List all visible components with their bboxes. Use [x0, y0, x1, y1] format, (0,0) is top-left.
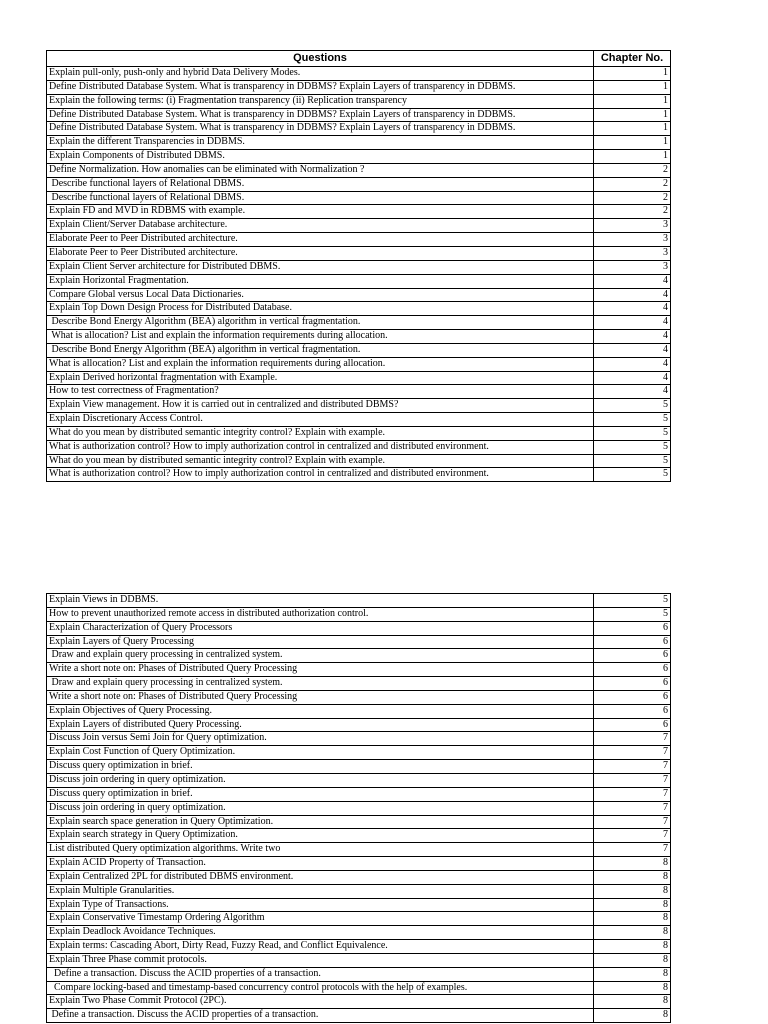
question-cell: Explain Top Down Design Process for Distributed Database. [47, 302, 594, 316]
question-cell: List distributed Query optimization algorithms. Write two [47, 843, 594, 857]
table-row [47, 80, 671, 94]
chapter-cell: 8 [594, 953, 671, 967]
chapter-cell: 1 [594, 122, 671, 136]
question-cell: Explain pull-only, push-only and hybrid Data Delivery Modes. [47, 67, 594, 81]
chapter-cell: 7 [594, 732, 671, 746]
question-cell: Explain Derived horizontal fragmentation with Example. [47, 371, 594, 385]
chapter-cell: 5 [594, 413, 671, 427]
question-cell: Explain Discretionary Access Control. [47, 413, 594, 427]
table-row [47, 191, 671, 205]
chapter-cell: 5 [594, 594, 671, 608]
table-row [47, 649, 671, 663]
chapter-cell: 8 [594, 926, 671, 940]
question-cell: Discuss Join versus Semi Join for Query optimization. [47, 732, 594, 746]
question-cell: Explain Centralized 2PL for distributed DBMS environment. [47, 870, 594, 884]
chapter-cell: 4 [594, 385, 671, 399]
chapter-cell: 4 [594, 302, 671, 316]
table-row [47, 677, 671, 691]
chapter-cell: 1 [594, 136, 671, 150]
question-cell: What is authorization control? How to imply authorization control in centralized and distributed environment. [47, 468, 594, 482]
table-row [47, 67, 671, 81]
question-cell: Explain the following terms: (i) Fragmentation transparency (ii) Replication transparency [47, 94, 594, 108]
chapter-cell: 8 [594, 884, 671, 898]
question-cell: Compare Global versus Local Data Dictionaries. [47, 288, 594, 302]
table-row [47, 953, 671, 967]
table-row [47, 981, 671, 995]
question-cell: Explain Characterization of Query Processors [47, 621, 594, 635]
question-cell: What do you mean by distributed semantic integrity control? Explain with example. [47, 454, 594, 468]
chapter-cell: 5 [594, 440, 671, 454]
question-cell: Draw and explain query processing in centralized system. [47, 677, 594, 691]
chapter-cell: 5 [594, 399, 671, 413]
chapter-cell: 2 [594, 163, 671, 177]
table-row [47, 94, 671, 108]
chapter-cell: 3 [594, 233, 671, 247]
table-row [47, 815, 671, 829]
table-row [47, 843, 671, 857]
chapter-cell: 5 [594, 454, 671, 468]
table-row [47, 163, 671, 177]
chapter-cell: 3 [594, 260, 671, 274]
chapter-cell: 8 [594, 898, 671, 912]
chapter-cell: 7 [594, 843, 671, 857]
chapter-cell: 4 [594, 357, 671, 371]
table-row [47, 302, 671, 316]
table-body-bottom [47, 594, 671, 1023]
chapter-cell: 6 [594, 621, 671, 635]
table-row [47, 621, 671, 635]
question-cell: How to test correctness of Fragmentation? [47, 385, 594, 399]
chapter-cell: 7 [594, 829, 671, 843]
question-cell: Explain Client Server architecture for Distributed DBMS. [47, 260, 594, 274]
table-row [47, 136, 671, 150]
chapter-cell: 5 [594, 468, 671, 482]
chapter-cell: 8 [594, 967, 671, 981]
table-row [47, 205, 671, 219]
question-cell: Discuss query optimization in brief. [47, 787, 594, 801]
question-cell: Explain Conservative Timestamp Ordering Algorithm [47, 912, 594, 926]
question-cell: Define a transaction. Discuss the ACID properties of a transaction. [47, 1009, 594, 1023]
chapter-cell: 8 [594, 995, 671, 1009]
table-row [47, 343, 671, 357]
table-row [47, 787, 671, 801]
chapter-cell: 5 [594, 426, 671, 440]
questions-header: Questions [47, 51, 594, 67]
chapter-cell: 6 [594, 704, 671, 718]
question-cell: Explain Layers of distributed Query Processing. [47, 718, 594, 732]
chapter-cell: 4 [594, 288, 671, 302]
chapter-cell: 7 [594, 815, 671, 829]
question-cell: What is authorization control? How to imply authorization control in centralized and distributed environment. [47, 440, 594, 454]
table-row [47, 357, 671, 371]
question-cell: Describe functional layers of Relational DBMS. [47, 191, 594, 205]
table-row [47, 967, 671, 981]
table-row [47, 440, 671, 454]
question-cell: Discuss query optimization in brief. [47, 760, 594, 774]
chapter-cell: 4 [594, 330, 671, 344]
question-cell: Explain ACID Property of Transaction. [47, 857, 594, 871]
chapter-cell: 2 [594, 191, 671, 205]
question-cell: Explain View management. How it is carried out in centralized and distributed DBMS? [47, 399, 594, 413]
question-cell: What is allocation? List and explain the information requirements during allocation. [47, 330, 594, 344]
question-cell: Explain Client/Server Database architecture. [47, 219, 594, 233]
question-cell: Explain Horizontal Fragmentation. [47, 274, 594, 288]
table-row [47, 801, 671, 815]
table-row [47, 898, 671, 912]
table-row [47, 773, 671, 787]
chapter-cell: 7 [594, 760, 671, 774]
table-body-top [47, 67, 671, 482]
chapter-cell: 1 [594, 67, 671, 81]
question-cell: Explain Three Phase commit protocols. [47, 953, 594, 967]
chapter-cell: 4 [594, 371, 671, 385]
chapter-cell: 7 [594, 773, 671, 787]
chapter-cell: 8 [594, 1009, 671, 1023]
chapter-header: Chapter No. [594, 51, 671, 67]
table-header-row [47, 51, 671, 67]
chapter-cell: 3 [594, 246, 671, 260]
chapter-cell: 6 [594, 677, 671, 691]
table-row [47, 635, 671, 649]
table-row [47, 690, 671, 704]
question-cell: Describe functional layers of Relational DBMS. [47, 177, 594, 191]
table-row [47, 177, 671, 191]
question-cell: Write a short note on: Phases of Distributed Query Processing [47, 663, 594, 677]
table-row [47, 316, 671, 330]
question-cell: Define Normalization. How anomalies can be eliminated with Normalization ? [47, 163, 594, 177]
table-row [47, 607, 671, 621]
chapter-cell: 1 [594, 150, 671, 164]
table-row [47, 995, 671, 1009]
table-row [47, 426, 671, 440]
chapter-cell: 6 [594, 718, 671, 732]
chapter-cell: 8 [594, 981, 671, 995]
questions-table-top [46, 50, 671, 482]
table-row [47, 468, 671, 482]
table-row [47, 219, 671, 233]
table-row [47, 274, 671, 288]
table-row [47, 746, 671, 760]
table-row [47, 829, 671, 843]
question-cell: What is allocation? List and explain the information requirements during allocation. [47, 357, 594, 371]
chapter-cell: 8 [594, 870, 671, 884]
table-row [47, 1009, 671, 1023]
table-row [47, 870, 671, 884]
chapter-cell: 3 [594, 219, 671, 233]
questions-table-bottom [46, 593, 671, 1023]
chapter-cell: 7 [594, 746, 671, 760]
question-cell: Explain Objectives of Query Processing. [47, 704, 594, 718]
table-row [47, 330, 671, 344]
question-cell: Explain Deadlock Avoidance Techniques. [47, 926, 594, 940]
chapter-cell: 8 [594, 912, 671, 926]
table-row [47, 718, 671, 732]
chapter-cell: 2 [594, 205, 671, 219]
table-row [47, 260, 671, 274]
chapter-cell: 2 [594, 177, 671, 191]
chapter-cell: 5 [594, 607, 671, 621]
question-cell: Discuss join ordering in query optimization. [47, 773, 594, 787]
table-row [47, 760, 671, 774]
table-row [47, 385, 671, 399]
chapter-cell: 7 [594, 787, 671, 801]
chapter-cell: 4 [594, 316, 671, 330]
table-row [47, 940, 671, 954]
chapter-cell: 6 [594, 649, 671, 663]
table-row [47, 732, 671, 746]
question-cell: Explain search strategy in Query Optimization. [47, 829, 594, 843]
question-cell: Explain Components of Distributed DBMS. [47, 150, 594, 164]
question-cell: Explain FD and MVD in RDBMS with example. [47, 205, 594, 219]
question-cell: Elaborate Peer to Peer Distributed architecture. [47, 233, 594, 247]
question-cell: Elaborate Peer to Peer Distributed architecture. [47, 246, 594, 260]
question-cell: Explain search space generation in Query Optimization. [47, 815, 594, 829]
question-cell: Define Distributed Database System. What is transparency in DDBMS? Explain Layers of transparency in DDBMS. [47, 108, 594, 122]
table-row [47, 454, 671, 468]
chapter-cell: 1 [594, 80, 671, 94]
question-cell: Explain the different Transparencies in DDBMS. [47, 136, 594, 150]
chapter-cell: 6 [594, 663, 671, 677]
question-cell: Discuss join ordering in query optimization. [47, 801, 594, 815]
question-cell: How to prevent unauthorized remote access in distributed authorization control. [47, 607, 594, 621]
table-row [47, 122, 671, 136]
table-row [47, 594, 671, 608]
question-cell: Compare locking-based and timestamp-based concurrency control protocols with the help of examples. [47, 981, 594, 995]
table-row [47, 413, 671, 427]
table-row [47, 246, 671, 260]
question-cell: Explain Cost Function of Query Optimization. [47, 746, 594, 760]
table-row [47, 371, 671, 385]
table-row [47, 288, 671, 302]
question-cell: Explain Layers of Query Processing [47, 635, 594, 649]
question-cell: Explain Views in DDBMS. [47, 594, 594, 608]
table-row [47, 150, 671, 164]
table-row [47, 912, 671, 926]
question-cell: Explain Type of Transactions. [47, 898, 594, 912]
table-row [47, 884, 671, 898]
table-row [47, 108, 671, 122]
chapter-cell: 8 [594, 940, 671, 954]
table-row [47, 857, 671, 871]
question-cell: Write a short note on: Phases of Distributed Query Processing [47, 690, 594, 704]
table-row [47, 399, 671, 413]
chapter-cell: 7 [594, 801, 671, 815]
table-row [47, 926, 671, 940]
question-cell: Define Distributed Database System. What is transparency in DDBMS? Explain Layers of transparency in DDBMS. [47, 122, 594, 136]
chapter-cell: 1 [594, 94, 671, 108]
question-cell: Define a transaction. Discuss the ACID properties of a transaction. [47, 967, 594, 981]
chapter-cell: 4 [594, 274, 671, 288]
chapter-cell: 4 [594, 343, 671, 357]
chapter-cell: 8 [594, 857, 671, 871]
question-cell: Explain Multiple Granularities. [47, 884, 594, 898]
chapter-cell: 6 [594, 635, 671, 649]
question-cell: Draw and explain query processing in centralized system. [47, 649, 594, 663]
question-cell: Describe Bond Energy Algorithm (BEA) algorithm in vertical fragmentation. [47, 316, 594, 330]
question-cell: What do you mean by distributed semantic integrity control? Explain with example. [47, 426, 594, 440]
question-cell: Define Distributed Database System. What is transparency in DDBMS? Explain Layers of transparency in DDBMS. [47, 80, 594, 94]
chapter-cell: 6 [594, 690, 671, 704]
table-row [47, 663, 671, 677]
question-cell: Describe Bond Energy Algorithm (BEA) algorithm in vertical fragmentation. [47, 343, 594, 357]
table-row [47, 704, 671, 718]
chapter-cell: 1 [594, 108, 671, 122]
question-cell: Explain terms: Cascading Abort, Dirty Read, Fuzzy Read, and Conflict Equivalence. [47, 940, 594, 954]
question-cell: Explain Two Phase Commit Protocol (2PC). [47, 995, 594, 1009]
table-row [47, 233, 671, 247]
